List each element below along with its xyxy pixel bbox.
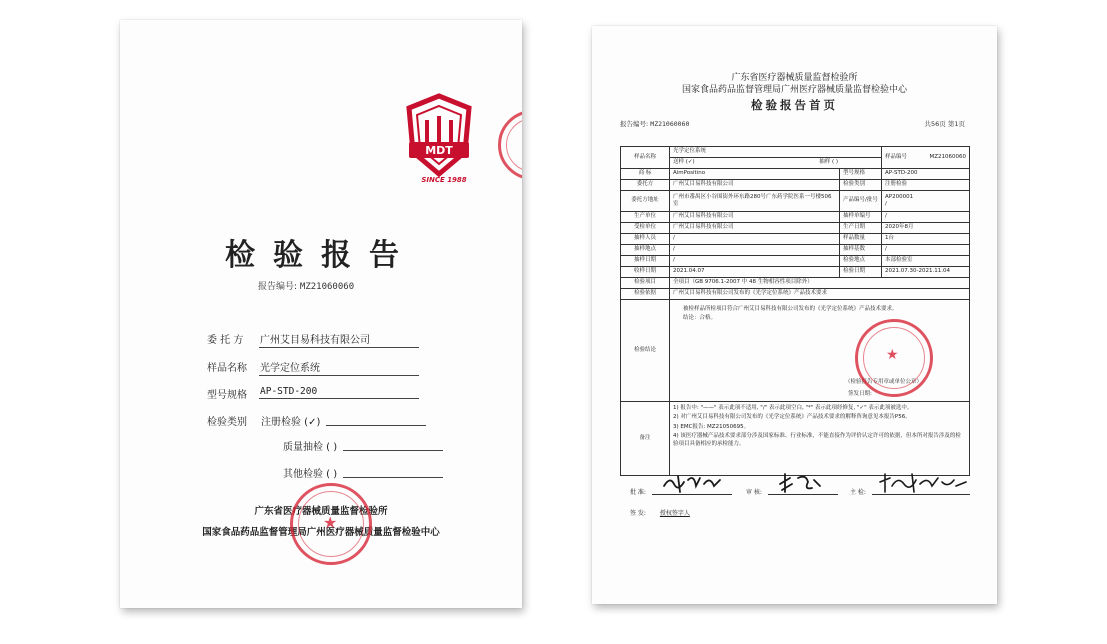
first-page-report-number [620, 119, 689, 128]
table-label: 委托方地址 [621, 191, 670, 212]
table-label: 抽样地点 [621, 245, 670, 256]
note-item: 4) 该医疗器械产品技术要求部分涉及国家标准、行业标准，不能直接作为评价认定许可的依据，但本所对报告涉及的检验项目具备相应的承检能力。 [673, 433, 961, 447]
table-value: 注册检验 [882, 180, 970, 191]
table-label: 检验类别 [840, 180, 882, 191]
type-option-other [261, 465, 443, 480]
note-item: 3) EMC报告: MZ21050695。 [673, 423, 750, 430]
table-label: 产品编号/批号 [840, 191, 882, 212]
option-line [343, 468, 443, 478]
model-value: AP-STD-200 [259, 386, 419, 399]
table-value: AP200001 [885, 193, 914, 200]
page-count: 共56页 第1页 [924, 120, 965, 128]
client-label: 委 托 方 [207, 335, 244, 346]
edge-stamp [498, 110, 568, 180]
table-value [882, 191, 970, 212]
table-value: 2021.04.07 [670, 267, 840, 278]
table-value: / [882, 212, 970, 223]
client-row [207, 331, 370, 346]
table-value: / [670, 256, 840, 267]
type-option-text: 注册检验 (✓) [261, 417, 321, 428]
type-label: 检验类别 [207, 417, 247, 428]
type-option-registration [261, 413, 426, 428]
main-test-label: 主 检: [850, 489, 866, 496]
signature-line [652, 494, 732, 495]
institute-line1: 广东省医疗器械质量监督检验所 [731, 73, 858, 83]
conclusion-date-label: 签发日期: [848, 391, 872, 397]
cover-title: 检验报告 [225, 238, 417, 273]
report-first-page [592, 26, 997, 604]
table-value: 广州艾目易科技有限公司 [670, 212, 840, 223]
table-value: MZ21060060 [929, 153, 967, 160]
table-value: AimPositino [670, 169, 840, 180]
table-value: / [885, 201, 887, 207]
institute-line2: 国家食品药品监督管理局广州医疗器械质量监督检验中心 [681, 85, 907, 95]
note-item: 2) 对广州艾目易科技有限公司发布的《光学定位系统》产品技术要求的解释咨询意见本报告P56。 [673, 414, 911, 421]
table-value: / [670, 245, 840, 256]
table-value: 抽样 ( ) [819, 159, 839, 166]
notes-cell [670, 402, 970, 476]
table-value: 光学定位系统 [670, 147, 882, 158]
table-label: 样品名称 [621, 147, 670, 169]
table-label: 受检单位 [621, 223, 670, 234]
table-value: AP-STD-200 [882, 169, 970, 180]
table-label: 样品编号 [885, 153, 908, 160]
table-label: 收样日期 [621, 267, 670, 278]
conclusion-seal-text: （检验报告专用章或单位公章） [845, 379, 923, 385]
table-row [621, 402, 970, 476]
conclusion-text: 被检样品所检项目符合广州艾目易科技有限公司发布的《光学定位系统》产品技术要求。 [683, 306, 898, 312]
table-label: 抽样日期 [621, 256, 670, 267]
cover-org-line2: 国家食品药品监督管理局广州医疗器械质量监督检验中心 [202, 527, 440, 538]
type-option-text: 质量抽检 ( ) [283, 442, 338, 453]
table-label: 检验结论 [621, 300, 670, 402]
approve-label: 批 准: [630, 489, 646, 496]
review-label: 审 核: [746, 489, 762, 496]
cover-org-line1: 广东省医疗器械质量监督检验所 [254, 506, 388, 517]
sample-label: 样品名称 [207, 363, 247, 374]
first-page-title: 检验报告首页 [751, 98, 838, 112]
table-value: 广州艾目易科技有限公司发布的《光学定位系统》产品技术要求 [670, 289, 970, 300]
table-row [621, 212, 970, 223]
cover-report-number [258, 279, 354, 292]
model-row [207, 386, 318, 401]
table-row [621, 191, 970, 212]
table-label: 检验地点 [840, 256, 882, 267]
table-row [621, 169, 970, 180]
report-number-label: 报告编号: [258, 282, 298, 292]
table-value: / [882, 245, 970, 256]
conclusion-result: 结论：合格。 [683, 315, 717, 322]
report-cover-page [120, 20, 522, 608]
table-value: 2020年8月 [882, 223, 970, 234]
table-row [621, 278, 970, 289]
table-label: 生产日期 [840, 223, 882, 234]
signature-line [872, 494, 970, 495]
issuer-line [630, 508, 690, 517]
table-label: 备注 [621, 402, 670, 476]
type-option-text: 其他检验 ( ) [283, 469, 338, 480]
type-option-quality [261, 438, 443, 453]
report-number-value: MZ21060060 [299, 282, 355, 292]
table-value: 全项目（GB 9706.1-2007 中 48 生物相容性项目除外） [670, 278, 970, 289]
table-value: / [670, 234, 840, 245]
table-label: 抽样人员 [621, 234, 670, 245]
option-line [326, 416, 426, 426]
table-row [621, 245, 970, 256]
table-value: 1台 [882, 234, 970, 245]
signature-row [630, 472, 970, 502]
table-label: 检验日期 [840, 267, 882, 278]
sample-row [207, 359, 320, 374]
table-label: 生产单位 [621, 212, 670, 223]
table-row [621, 147, 970, 158]
reviewer-signature [776, 472, 824, 494]
sample-value: 光学定位系统 [259, 359, 419, 376]
option-line [343, 441, 443, 451]
table-value [670, 158, 882, 169]
inspector-signature [876, 472, 970, 494]
type-row [207, 413, 247, 428]
issuer-label: 签 发: [630, 510, 646, 517]
table-value: 本部检验室 [882, 256, 970, 267]
table-value: 广州艾目易科技有限公司 [670, 223, 840, 234]
table-label: 检验依据 [621, 289, 670, 300]
report-number-value: MZ21060060 [650, 120, 690, 128]
table-value: 广州市番禺区小谷围街外环东路280号广东药学院医系一号楼506室 [670, 191, 840, 212]
stamp-star-icon: ★ [886, 347, 899, 363]
table-row [621, 234, 970, 245]
table-row [621, 256, 970, 267]
table-value: 2021.07.30-2021.11.04 [882, 267, 970, 278]
table-value: 广州艾目易科技有限公司 [670, 180, 840, 191]
table-label: 商 标 [621, 169, 670, 180]
table-row [621, 289, 970, 300]
table-value: 送样 (✓) [673, 159, 695, 166]
table-value [882, 147, 970, 169]
table-label: 抽样单编号 [840, 212, 882, 223]
model-label: 型号规格 [207, 390, 247, 401]
table-label: 委托方 [621, 180, 670, 191]
table-label: 检验项目 [621, 278, 670, 289]
table-label: 抽样基数 [840, 245, 882, 256]
logo-since-text: SINCE 1988 [421, 176, 467, 184]
note-item: 1) 报告中: "——" 表示此项不适用, "/" 表示此项空白, "*" 表示此项经修复, "✓" 表示此项被选中。 [673, 405, 913, 411]
issuer-value: 授权签字人 [659, 510, 690, 517]
logo-text: MDT [425, 144, 453, 157]
table-row [621, 267, 970, 278]
stamp-star-icon: ★ [323, 513, 338, 532]
report-number-label: 报告编号: [620, 120, 649, 128]
table-row [621, 180, 970, 191]
table-label: 样品数量 [840, 234, 882, 245]
signature-line [768, 494, 838, 495]
approver-signature [660, 472, 726, 494]
table-label: 型号规格 [840, 169, 882, 180]
table-row [621, 223, 970, 234]
client-value: 广州艾目易科技有限公司 [259, 331, 419, 348]
report-table [620, 146, 970, 476]
